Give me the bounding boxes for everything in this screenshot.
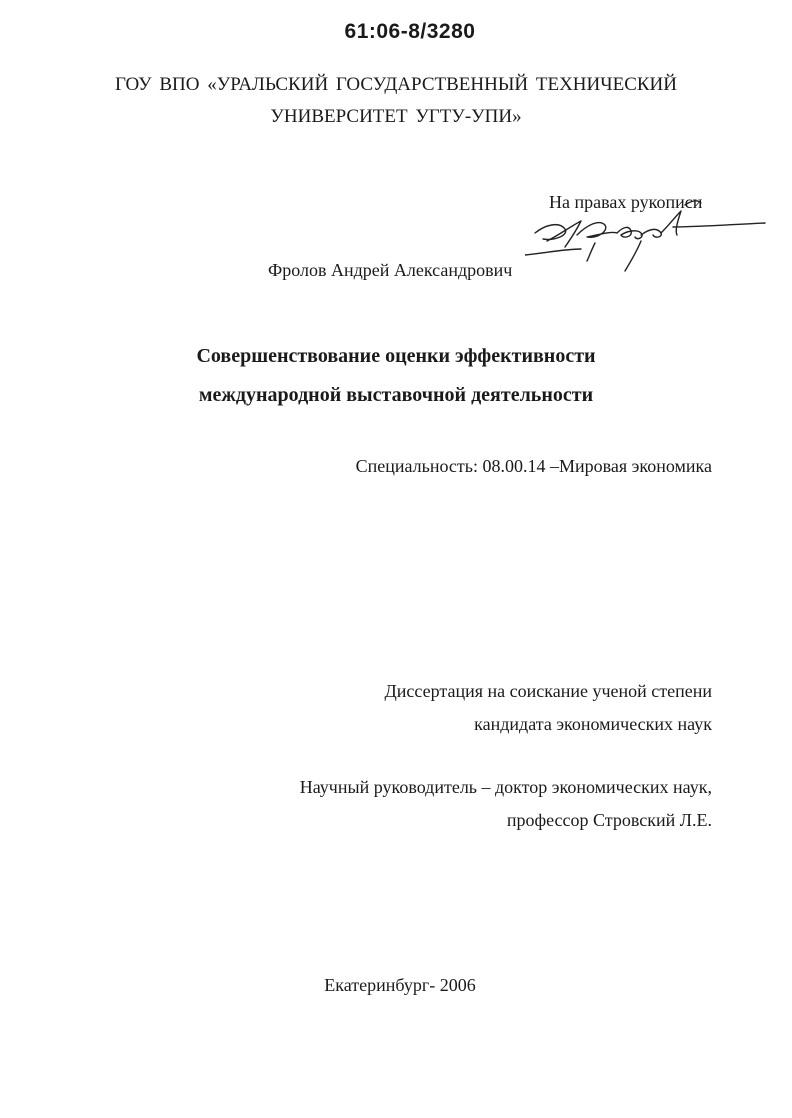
author-name: Фролов Андрей Александрович (268, 260, 513, 280)
manuscript-note: На правах рукописи (549, 192, 703, 212)
signature-icon (525, 195, 787, 277)
specialty-line: Специальность: 08.00.14 –Мировая экономика (355, 456, 712, 476)
advisor-line-1: Научный руководитель – доктор экономических наук, (299, 777, 712, 797)
city-year: Екатеринбург- 2006 (324, 975, 476, 995)
organization-line-1: ГОУ ВПО «УРАЛЬСКИЙ ГОСУДАРСТВЕННЫЙ ТЕХНИЧЕСКИЙ (115, 74, 677, 95)
dissertation-line-2: кандидата экономических наук (474, 714, 712, 734)
title-line-1: Совершенствование оценки эффективности (196, 345, 596, 367)
title-line-2: международной выставочной деятельности (198, 384, 594, 406)
advisor-line-2: профессор Стровский Л.Е. (506, 810, 712, 830)
organization-line-2: УНИВЕРСИТЕТ УГТУ-УПИ» (270, 106, 522, 127)
dissertation-line-1: Диссертация на соискание ученой степени (384, 681, 712, 701)
archive-stamp: 61:06-8/3280 (344, 20, 476, 43)
